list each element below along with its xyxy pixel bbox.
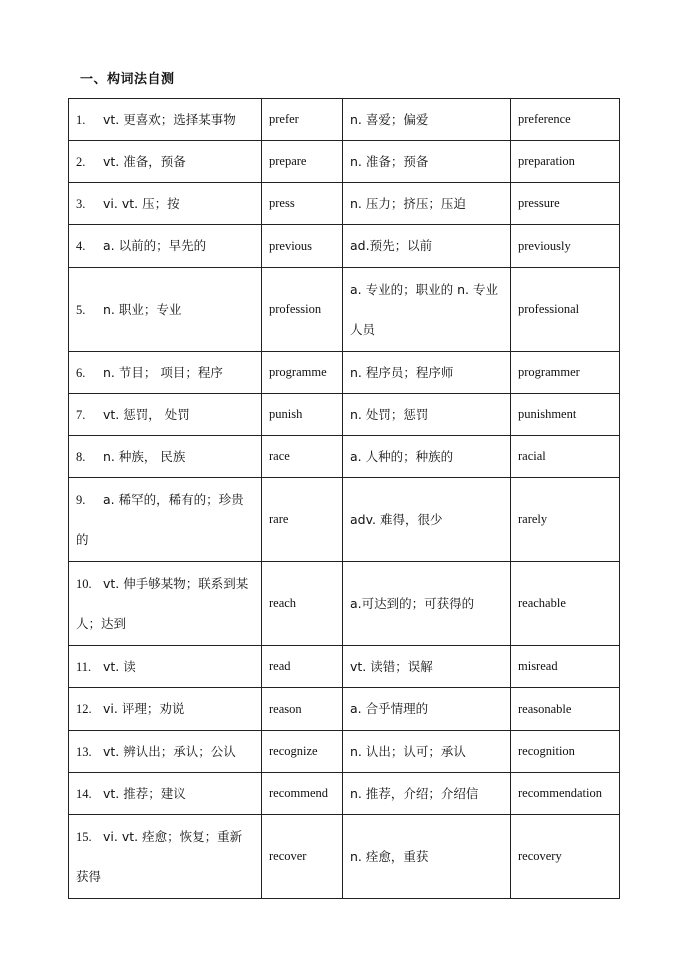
derived-word: reasonable [511,688,620,731]
derived-meaning [343,141,511,183]
derived-word: preparation [511,141,620,183]
base-word: previous [262,225,343,268]
word-meaning: vt. 辨认出；承认；公认 [103,743,236,759]
derived-meaning-text: n. 推荐，介绍；介绍信 [350,785,479,801]
base-word: prepare [262,141,343,183]
meaning-cell [69,773,262,815]
table-row [69,688,620,731]
meaning-cell [69,141,262,183]
base-word: recommend [262,773,343,815]
derived-word: punishment [511,394,620,436]
word-meaning: n. 种族， 民族 [103,448,186,464]
table-row [69,646,620,688]
table-row [69,562,620,646]
word-meaning: vt. 更喜欢；选择某事物 [103,111,236,127]
derived-word: rarely [511,478,620,562]
word-meaning: vt. 推荐；建议 [103,785,186,801]
vocabulary-table [68,98,620,899]
word-meaning: a. 稀罕的，稀有的；珍贵的 [76,491,244,547]
derived-meaning-text: ad.预先；以前 [350,238,433,253]
derived-word: reachable [511,562,620,646]
base-word: prefer [262,99,343,141]
derived-meaning [343,99,511,141]
base-word: reach [262,562,343,646]
derived-meaning [343,731,511,773]
table-row [69,731,620,773]
meaning-cell [69,99,262,141]
table-row [69,268,620,352]
item-number: 3. [76,196,86,211]
base-word: profession [262,268,343,352]
base-word: reason [262,688,343,731]
derived-word: previously [511,225,620,268]
derived-meaning [343,815,511,899]
meaning-cell [69,478,262,562]
derived-word: professional [511,268,620,352]
base-word: punish [262,394,343,436]
item-number: 1. [76,112,86,127]
meaning-cell [69,815,262,899]
word-meaning: a. 以前的；早先的 [103,238,207,253]
base-word: race [262,436,343,478]
derived-meaning-text: n. 准备；预备 [350,153,429,169]
item-number: 12. [76,702,92,716]
base-word: rare [262,478,343,562]
meaning-cell [69,562,262,646]
meaning-cell [69,268,262,352]
item-number: 13. [76,744,92,759]
derived-word: recommendation [511,773,620,815]
base-word: programme [262,352,343,394]
derived-meaning [343,773,511,815]
base-word: press [262,183,343,225]
table-row [69,99,620,141]
derived-word: pressure [511,183,620,225]
item-number: 9. [76,492,86,507]
table-row [69,436,620,478]
item-number: 6. [76,365,86,380]
base-word: recover [262,815,343,899]
derived-word: recognition [511,731,620,773]
derived-meaning-text: n. 处罚；惩罚 [350,406,429,422]
item-number: 14. [76,786,92,801]
derived-meaning-text: n. 压力；挤压；压迫 [350,195,466,211]
derived-meaning [343,352,511,394]
item-number: 10. [76,576,92,591]
meaning-cell [69,352,262,394]
derived-meaning-text: a.可达到的；可获得的 [350,595,475,611]
derived-word: recovery [511,815,620,899]
word-meaning: vt. 读 [103,658,136,674]
word-meaning: vi. vt. 痊愈；恢复；重新获得 [76,828,243,884]
meaning-cell [69,646,262,688]
derived-meaning [343,688,511,731]
derived-word: programmer [511,352,620,394]
derived-meaning [343,183,511,225]
table-row [69,225,620,268]
derived-word: misread [511,646,620,688]
derived-meaning-text: n. 痊愈，重获 [350,848,429,864]
word-meaning: vt. 惩罚， 处罚 [103,406,190,422]
meaning-cell [69,436,262,478]
item-number: 7. [76,407,86,422]
derived-meaning-text: n. 认出；认可；承认 [350,743,466,759]
table-row [69,352,620,394]
item-number: 15. [76,829,92,844]
table-row [69,394,620,436]
derived-word: racial [511,436,620,478]
meaning-cell [69,731,262,773]
derived-meaning-text: a. 专业的；职业的 n. 专业人员 [350,281,498,337]
derived-meaning-text: vt. 读错；误解 [350,658,433,674]
table-row [69,478,620,562]
section-heading: 一、构词法自测 [80,72,175,87]
derived-meaning-text: a. 合乎情理的 [350,701,429,716]
derived-meaning-text: n. 喜爱；偏爱 [350,111,429,127]
derived-meaning-text: a. 人种的；种族的 [350,448,454,464]
word-meaning: vi. 评理；劝说 [103,701,185,716]
derived-meaning [343,225,511,268]
item-number: 8. [76,449,86,464]
table-row [69,815,620,899]
meaning-cell [69,394,262,436]
item-number: 4. [76,239,86,253]
meaning-cell [69,225,262,268]
derived-meaning [343,646,511,688]
meaning-cell [69,688,262,731]
word-meaning: vt. 准备，预备 [103,153,186,169]
derived-meaning [343,436,511,478]
derived-meaning-text: n. 程序员；程序师 [350,364,454,380]
word-meaning: vi. vt. 压；按 [103,195,180,211]
word-meaning: vt. 伸手够某物；联系到某人；达到 [76,575,249,631]
word-meaning: n. 节目； 项目；程序 [103,364,223,380]
derived-meaning [343,268,511,352]
item-number: 2. [76,154,86,169]
derived-meaning-text: adv. 难得，很少 [350,511,443,527]
table-row [69,183,620,225]
derived-meaning [343,562,511,646]
item-number: 11. [76,659,92,674]
table-row [69,773,620,815]
base-word: recognize [262,731,343,773]
derived-word: preference [511,99,620,141]
table-row [69,141,620,183]
meaning-cell [69,183,262,225]
derived-meaning [343,394,511,436]
word-meaning: n. 职业；专业 [103,301,182,317]
item-number: 5. [76,302,86,317]
derived-meaning [343,478,511,562]
base-word: read [262,646,343,688]
